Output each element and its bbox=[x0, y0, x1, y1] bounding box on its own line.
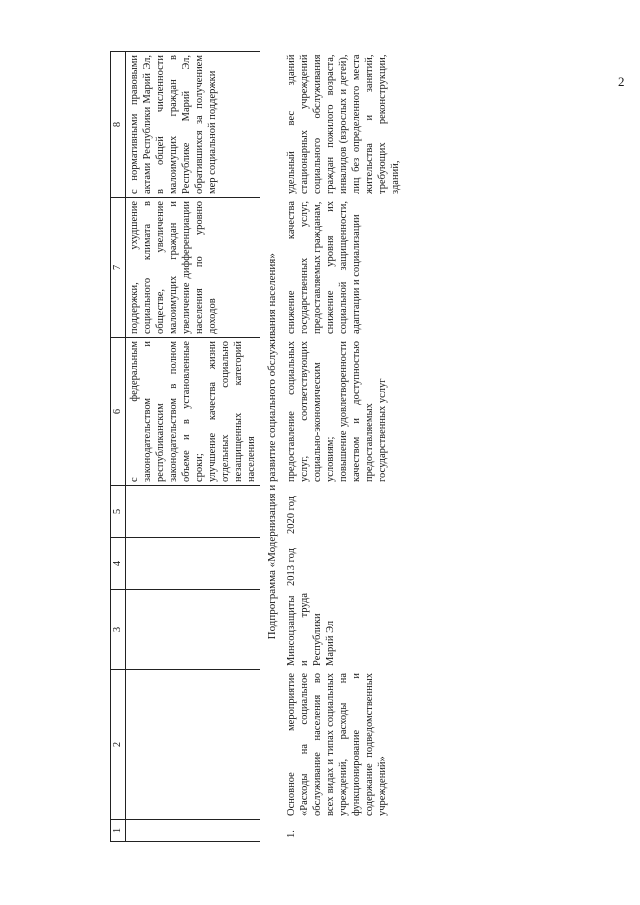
row1-end-year: 2020 год bbox=[286, 496, 297, 534]
table-header-row bbox=[111, 52, 126, 842]
header-col-6: 6 bbox=[111, 338, 126, 486]
row1-number: 1. bbox=[286, 830, 297, 838]
row1-measure: Основное мероприятие «Расходы на социальное обслуживание населения во всех видах и типах социальных учреждений, расходы на функционирование и содержание подведомственных учреждений» bbox=[286, 673, 388, 816]
header-col-1: 1 bbox=[111, 820, 126, 842]
header-col-4: 4 bbox=[111, 538, 126, 590]
header-col-2: 2 bbox=[111, 670, 126, 820]
cont-cell-7: поддержки, ухудшение социального климата в обществе, увеличение малоимущих граждан и увеличение дифференциации населения по уровню доходов bbox=[126, 198, 261, 338]
row1-expected-result: предоставление социальных услуг, соответствующих социально-экономическим условиям; повышение удовлетворенности качеством и доступностью предоставляемых государственных услуг bbox=[286, 341, 388, 482]
header-col-5: 5 bbox=[111, 486, 126, 538]
table-row-1 bbox=[283, 52, 404, 842]
cont-cell-6: с федеральным законодательством и республиканским законодательством в полном объеме и в установленные сроки; улучшение качества жизни отдельных социально незащищенных категорий населения bbox=[126, 338, 261, 486]
table-row-continuation bbox=[126, 52, 261, 842]
row1-indicator: удельный вес зданий стационарных учреждений социального обслуживания граждан пожилого возраста, инвалидов (взрослых и детей), лиц без определенного места жительства и занятий, требующих реконструкции, зданий, bbox=[286, 54, 401, 194]
header-col-7: 7 bbox=[111, 198, 126, 338]
header-col-8: 8 bbox=[111, 52, 126, 198]
rotated-table-page bbox=[110, 32, 630, 852]
cont-cell-8: с нормативными правовыми актами Республики Марий Эл, в общей численности малоимущих граждан в Республике Марий Эл, обратившихся за получением мер социальной поддержки bbox=[126, 52, 261, 198]
page-number: 2 bbox=[618, 74, 625, 89]
header-col-3: 3 bbox=[111, 590, 126, 670]
row1-executor: Минсоцзащиты и труда Республики Марий Эл bbox=[286, 593, 336, 666]
subprogram-row bbox=[260, 52, 283, 842]
row1-consequences: снижение качества государственных услуг, предоставляемых гражданам, снижение уровня их социальной защищенности, адаптации и социализации bbox=[286, 201, 362, 334]
row1-start-year: 2013 год bbox=[286, 548, 297, 586]
program-measures-table bbox=[110, 51, 404, 842]
subprogram-title: Подпрограмма «Модернизация и развитие социального обслуживания населения» bbox=[266, 253, 278, 640]
